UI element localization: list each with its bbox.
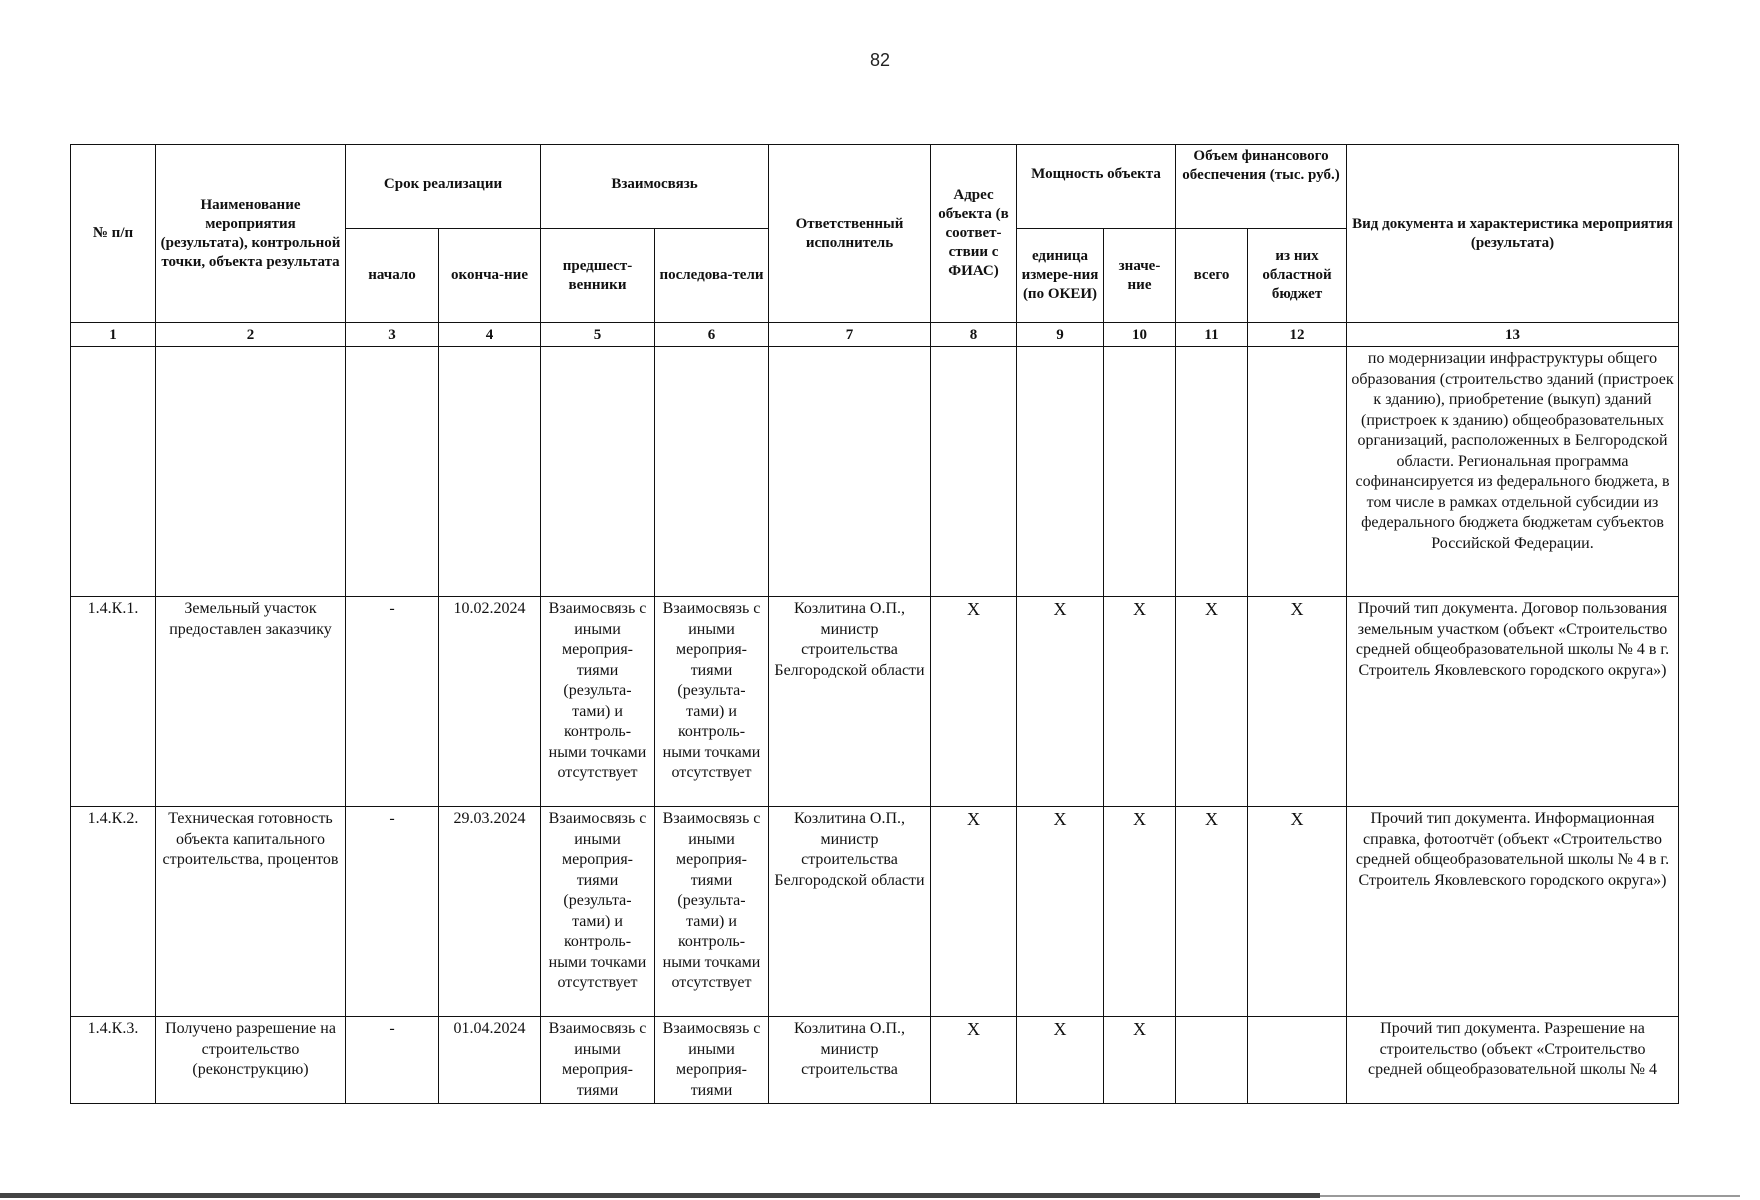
header-row-1 [71, 145, 1679, 229]
column-number: 1 [71, 323, 156, 347]
row-value: X [1104, 1017, 1176, 1104]
row-total [1176, 1017, 1248, 1104]
column-number: 3 [346, 323, 439, 347]
empty-cell [541, 347, 655, 597]
row-regional: X [1248, 807, 1347, 1017]
row-prev: Взаимосвязь с иными мероприя-тиями (результа-тами) и контроль-ными точками отсутствует [541, 807, 655, 1017]
row-doc: Прочий тип документа. Информационная справка, фотоотчёт (объект «Строительство средней общеобразовательной школы № 4 в г. Строитель Яковлевского городского округа») [1347, 807, 1679, 1017]
empty-cell [346, 347, 439, 597]
header-period-end: оконча-ние [439, 229, 541, 323]
row-next: Взаимосвязь с иными мероприя-тиями (результа-тами) и контроль-ными точками отсутствует [655, 807, 769, 1017]
row-number: 1.4.К.2. [71, 807, 156, 1017]
page-number: 82 [869, 50, 891, 70]
row-end: 10.02.2024 [439, 597, 541, 807]
header-period-start: начало [346, 229, 439, 323]
column-number: 2 [156, 323, 346, 347]
header-link-prev: предшест-венники [541, 229, 655, 323]
empty-cell [1248, 347, 1347, 597]
row-number: 1.4.К.3. [71, 1017, 156, 1104]
row-regional: X [1248, 597, 1347, 807]
header-capacity-unit: единица измере-ния (по ОКЕИ) [1017, 229, 1104, 323]
row-name: Получено разрешение на строительство (реконструкцию) [156, 1017, 346, 1104]
table-row [71, 597, 1679, 807]
row-name: Техническая готовность объекта капитального строительства, процентов [156, 807, 346, 1017]
column-number: 8 [931, 323, 1017, 347]
header-capacity-value: значе-ние [1104, 229, 1176, 323]
row-name: Земельный участок предоставлен заказчику [156, 597, 346, 807]
header-name: Наименование мероприятия (результата), контрольной точки, объекта результата [156, 145, 346, 323]
row-end: 01.04.2024 [439, 1017, 541, 1104]
column-number: 13 [1347, 323, 1679, 347]
row-prev: Взаимосвязь с иными мероприя-тиями (результа-тами) и контроль-ными точками отсутствует [541, 597, 655, 807]
column-number: 10 [1104, 323, 1176, 347]
header-finance-total: всего [1176, 229, 1248, 323]
row-number: 1.4.К.1. [71, 597, 156, 807]
column-number: 7 [769, 323, 931, 347]
header-link-next: последова-тели [655, 229, 769, 323]
column-number: 9 [1017, 323, 1104, 347]
row-regional [1248, 1017, 1347, 1104]
row-start: - [346, 1017, 439, 1104]
row-value: X [1104, 807, 1176, 1017]
header-finance: Объем финансового обеспечения (тыс. руб.) [1176, 145, 1347, 229]
column-number: 5 [541, 323, 655, 347]
column-number: 11 [1176, 323, 1248, 347]
row-address: X [931, 1017, 1017, 1104]
header-link: Взаимосвязь [541, 145, 769, 229]
activities-table [70, 144, 1679, 1104]
row-doc: Прочий тип документа. Договор пользования земельным участком (объект «Строительство средней общеобразовательной школы № 4 в г. Строитель Яковлевского городского округа») [1347, 597, 1679, 807]
header-doc: Вид документа и характеристика мероприятия (результата) [1347, 145, 1679, 323]
empty-cell [655, 347, 769, 597]
row-responsible: Козлитина О.П., министр строительства Белгородской области [769, 807, 931, 1017]
empty-cell [1176, 347, 1248, 597]
header-period: Срок реализации [346, 145, 541, 229]
empty-cell [1104, 347, 1176, 597]
row-total: X [1176, 807, 1248, 1017]
row-unit: X [1017, 597, 1104, 807]
table-row [71, 1017, 1679, 1104]
row-prev: Взаимосвязь с иными мероприя-тиями [541, 1017, 655, 1104]
row-value: X [1104, 597, 1176, 807]
header-finance-regional: из них областной бюджет [1248, 229, 1347, 323]
empty-cell [71, 347, 156, 597]
column-number-row [71, 323, 1679, 347]
row-end: 29.03.2024 [439, 807, 541, 1017]
row-responsible: Козлитина О.П., министр строительства [769, 1017, 931, 1104]
empty-cell [156, 347, 346, 597]
continuation-doc-text: по модернизации инфраструктуры общего образования (строительство зданий (пристроек к зданию), приобретение (выкуп) зданий (пристроек к зданию) общеобразовательных организаций, расположенных в Белгородской области. Региональная программа софинансируется из федерального бюджета, в том числе в рамках отдельной субсидии из федерального бюджета бюджетам субъектов Российской Федерации. [1347, 347, 1679, 597]
table-row [71, 807, 1679, 1017]
header-capacity: Мощность объекта [1017, 145, 1176, 229]
header-no: № п/п [71, 145, 156, 323]
header-address: Адрес объекта (в соответ-ствии с ФИАС) [931, 145, 1017, 323]
row-unit: X [1017, 1017, 1104, 1104]
row-address: X [931, 807, 1017, 1017]
column-number: 12 [1248, 323, 1347, 347]
empty-cell [1017, 347, 1104, 597]
header-responsible: Ответственный исполнитель [769, 145, 931, 323]
continuation-row [71, 347, 1679, 597]
row-responsible: Козлитина О.П., министр строительства Белгородской области [769, 597, 931, 807]
empty-cell [931, 347, 1017, 597]
row-start: - [346, 807, 439, 1017]
row-next: Взаимосвязь с иными мероприя-тиями [655, 1017, 769, 1104]
column-number: 6 [655, 323, 769, 347]
empty-cell [769, 347, 931, 597]
scan-edge-line [0, 1193, 1320, 1198]
empty-cell [439, 347, 541, 597]
scan-edge-line [1320, 1195, 1740, 1197]
row-next: Взаимосвязь с иными мероприя-тиями (результа-тами) и контроль-ными точками отсутствует [655, 597, 769, 807]
row-unit: X [1017, 807, 1104, 1017]
row-doc: Прочий тип документа. Разрешение на строительство (объект «Строительство средней общеобразовательной школы № 4 [1347, 1017, 1679, 1104]
row-start: - [346, 597, 439, 807]
column-number: 4 [439, 323, 541, 347]
row-total: X [1176, 597, 1248, 807]
row-address: X [931, 597, 1017, 807]
